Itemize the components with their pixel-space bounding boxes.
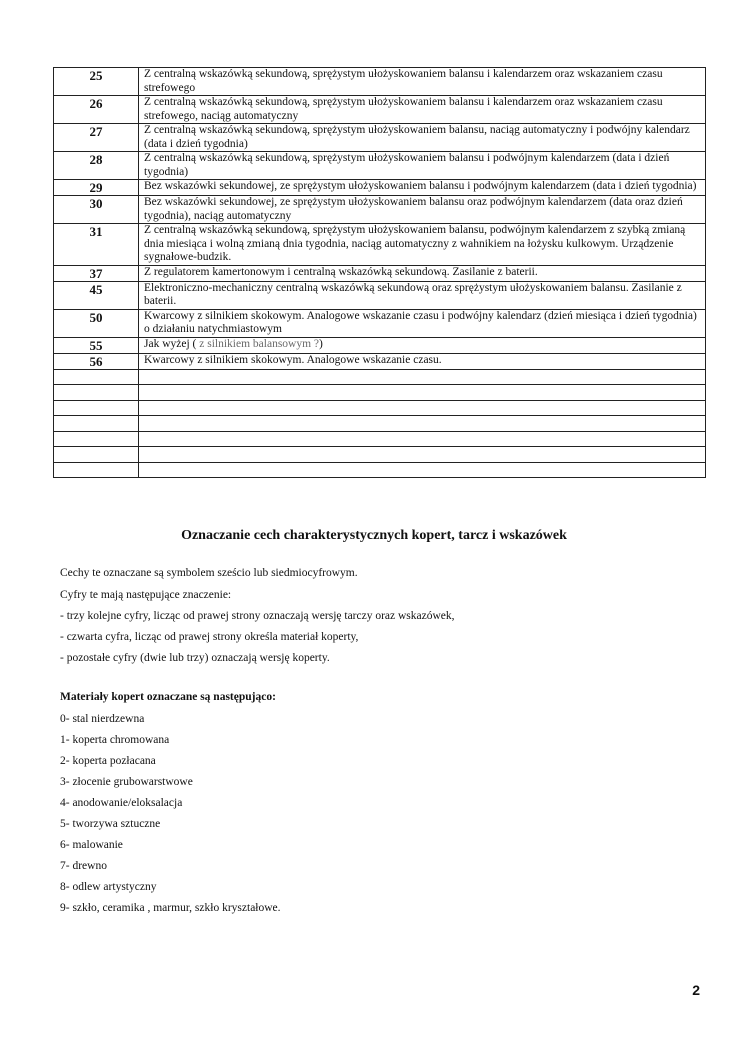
empty-cell xyxy=(54,369,139,385)
list-item: 4- anodowanie/eloksalacja xyxy=(60,797,183,809)
section-heading: Oznaczanie cech charakterystycznych kopert, tarcz i wskazówek xyxy=(181,528,567,543)
empty-cell xyxy=(54,431,139,447)
code-cell: 50 xyxy=(54,309,139,337)
empty-table-row xyxy=(54,431,706,447)
description-text-end: ) xyxy=(319,337,323,350)
description-cell: Z regulatorem kamertonowym i centralną wskazówką sekundową. Zasilanie z baterii. xyxy=(139,265,706,281)
empty-table-row xyxy=(54,447,706,463)
code-cell: 56 xyxy=(54,353,139,369)
description-cell: Kwarcowy z silnikiem skokowym. Analogowe wskazanie czasu. xyxy=(139,353,706,369)
empty-cell xyxy=(54,400,139,416)
description-cell: Z centralną wskazówką sekundową, sprężystym ułożyskowaniem balansu, podwójnym kalendarzem z szybką zmianą dnia miesiąca i wolną zmianą dnia tygodnia, naciąg automatyczny z wahnikiem na łożysku kulkowym. Urządzenie sygnałowe-budzik. xyxy=(139,224,706,266)
code-cell: 37 xyxy=(54,265,139,281)
code-cell: 27 xyxy=(54,124,139,152)
description-text: Jak wyżej ( xyxy=(144,337,197,350)
empty-cell xyxy=(54,462,139,478)
bullet-paragraph: - czwarta cyfra, licząc od prawej strony określa materiał koperty, xyxy=(60,631,359,643)
materials-list xyxy=(60,712,281,922)
table-row xyxy=(54,309,706,337)
page-number: 2 xyxy=(692,982,700,998)
description-note: z silnikiem balansowym ? xyxy=(196,337,320,350)
list-item: 3- złocenie grubowarstwowe xyxy=(60,776,193,788)
intro-paragraph: Cyfry te mają następujące znaczenie: xyxy=(60,589,232,601)
empty-cell xyxy=(54,447,139,463)
list-item: 6- malowanie xyxy=(60,839,123,851)
table-row xyxy=(54,353,706,369)
table-row xyxy=(54,152,706,180)
empty-cell xyxy=(139,447,706,463)
description-cell xyxy=(139,337,706,353)
list-item: 0- stal nierdzewna xyxy=(60,713,145,725)
materials-heading: Materiały kopert oznaczane są następująco: xyxy=(60,691,276,703)
code-cell: 25 xyxy=(54,68,139,96)
empty-table-row xyxy=(54,416,706,432)
code-cell: 55 xyxy=(54,337,139,353)
table-row xyxy=(54,68,706,96)
list-item: 2- koperta pozłacana xyxy=(60,755,156,767)
empty-cell xyxy=(139,431,706,447)
empty-table-row xyxy=(54,369,706,385)
code-cell: 31 xyxy=(54,224,139,266)
table-row xyxy=(54,281,706,309)
bullet-paragraph: - pozostałe cyfry (dwie lub trzy) oznaczają wersję koperty. xyxy=(60,652,330,664)
empty-cell xyxy=(139,462,706,478)
table-row xyxy=(54,224,706,266)
empty-cell xyxy=(54,385,139,401)
intro-paragraph: Cechy te oznaczane są symbolem sześcio lub siedmiocyfrowym. xyxy=(60,567,358,579)
empty-cell xyxy=(139,400,706,416)
list-item: 9- szkło, ceramika , marmur, szkło kryształowe. xyxy=(60,902,281,914)
code-cell: 29 xyxy=(54,180,139,196)
description-cell: Z centralną wskazówką sekundową, sprężystym ułożyskowaniem balansu i kalendarzem oraz wskazaniem czasu strefowego xyxy=(139,68,706,96)
code-cell: 28 xyxy=(54,152,139,180)
empty-table-row xyxy=(54,462,706,478)
list-item: 7- drewno xyxy=(60,860,107,872)
code-cell: 26 xyxy=(54,96,139,124)
empty-cell xyxy=(54,416,139,432)
list-item: 5- tworzywa sztuczne xyxy=(60,818,161,830)
list-item: 1- koperta chromowana xyxy=(60,734,170,746)
empty-table-row xyxy=(54,400,706,416)
code-cell: 30 xyxy=(54,196,139,224)
empty-cell xyxy=(139,385,706,401)
table-row xyxy=(54,337,706,353)
description-cell: Z centralną wskazówką sekundową, sprężystym ułożyskowaniem balansu i kalendarzem oraz wskazaniem czasu strefowego, naciąg automatyczny xyxy=(139,96,706,124)
description-cell: Bez wskazówki sekundowej, ze sprężystym ułożyskowaniem balansu i podwójnym kalendarzem (data i dzień tygodnia) xyxy=(139,180,706,196)
table-row xyxy=(54,96,706,124)
description-cell: Elektroniczno-mechaniczny centralną wskazówką sekundową oraz sprężystym ułożyskowaniem balansu. Zasilanie z baterii. xyxy=(139,281,706,309)
description-cell: Z centralną wskazówką sekundową, sprężystym ułożyskowaniem balansu, naciąg automatyczny i podwójny kalendarz (data i dzień tygodnia) xyxy=(139,124,706,152)
description-cell: Bez wskazówki sekundowej, ze sprężystym ułożyskowaniem balansu oraz podwójnym kalendarzem (data oraz dzień tygodnia), naciąg automatyczny xyxy=(139,196,706,224)
movement-codes-table xyxy=(53,67,706,478)
empty-cell xyxy=(139,369,706,385)
list-item: 8- odlew artystyczny xyxy=(60,881,157,893)
empty-table-row xyxy=(54,385,706,401)
empty-cell xyxy=(139,416,706,432)
description-cell: Z centralną wskazówką sekundową, sprężystym ułożyskowaniem balansu i podwójnym kalendarzem (data i dzień tygodnia) xyxy=(139,152,706,180)
description-cell: Kwarcowy z silnikiem skokowym. Analogowe wskazanie czasu i podwójny kalendarz (dzień miesiąca i dzień tygodnia) o działaniu natychmiastowym xyxy=(139,309,706,337)
table-row xyxy=(54,180,706,196)
bullet-paragraph: - trzy kolejne cyfry, licząc od prawej strony oznaczają wersję tarczy oraz wskazówek, xyxy=(60,610,455,622)
code-cell: 45 xyxy=(54,281,139,309)
table-row xyxy=(54,196,706,224)
table-row xyxy=(54,265,706,281)
table-row xyxy=(54,124,706,152)
